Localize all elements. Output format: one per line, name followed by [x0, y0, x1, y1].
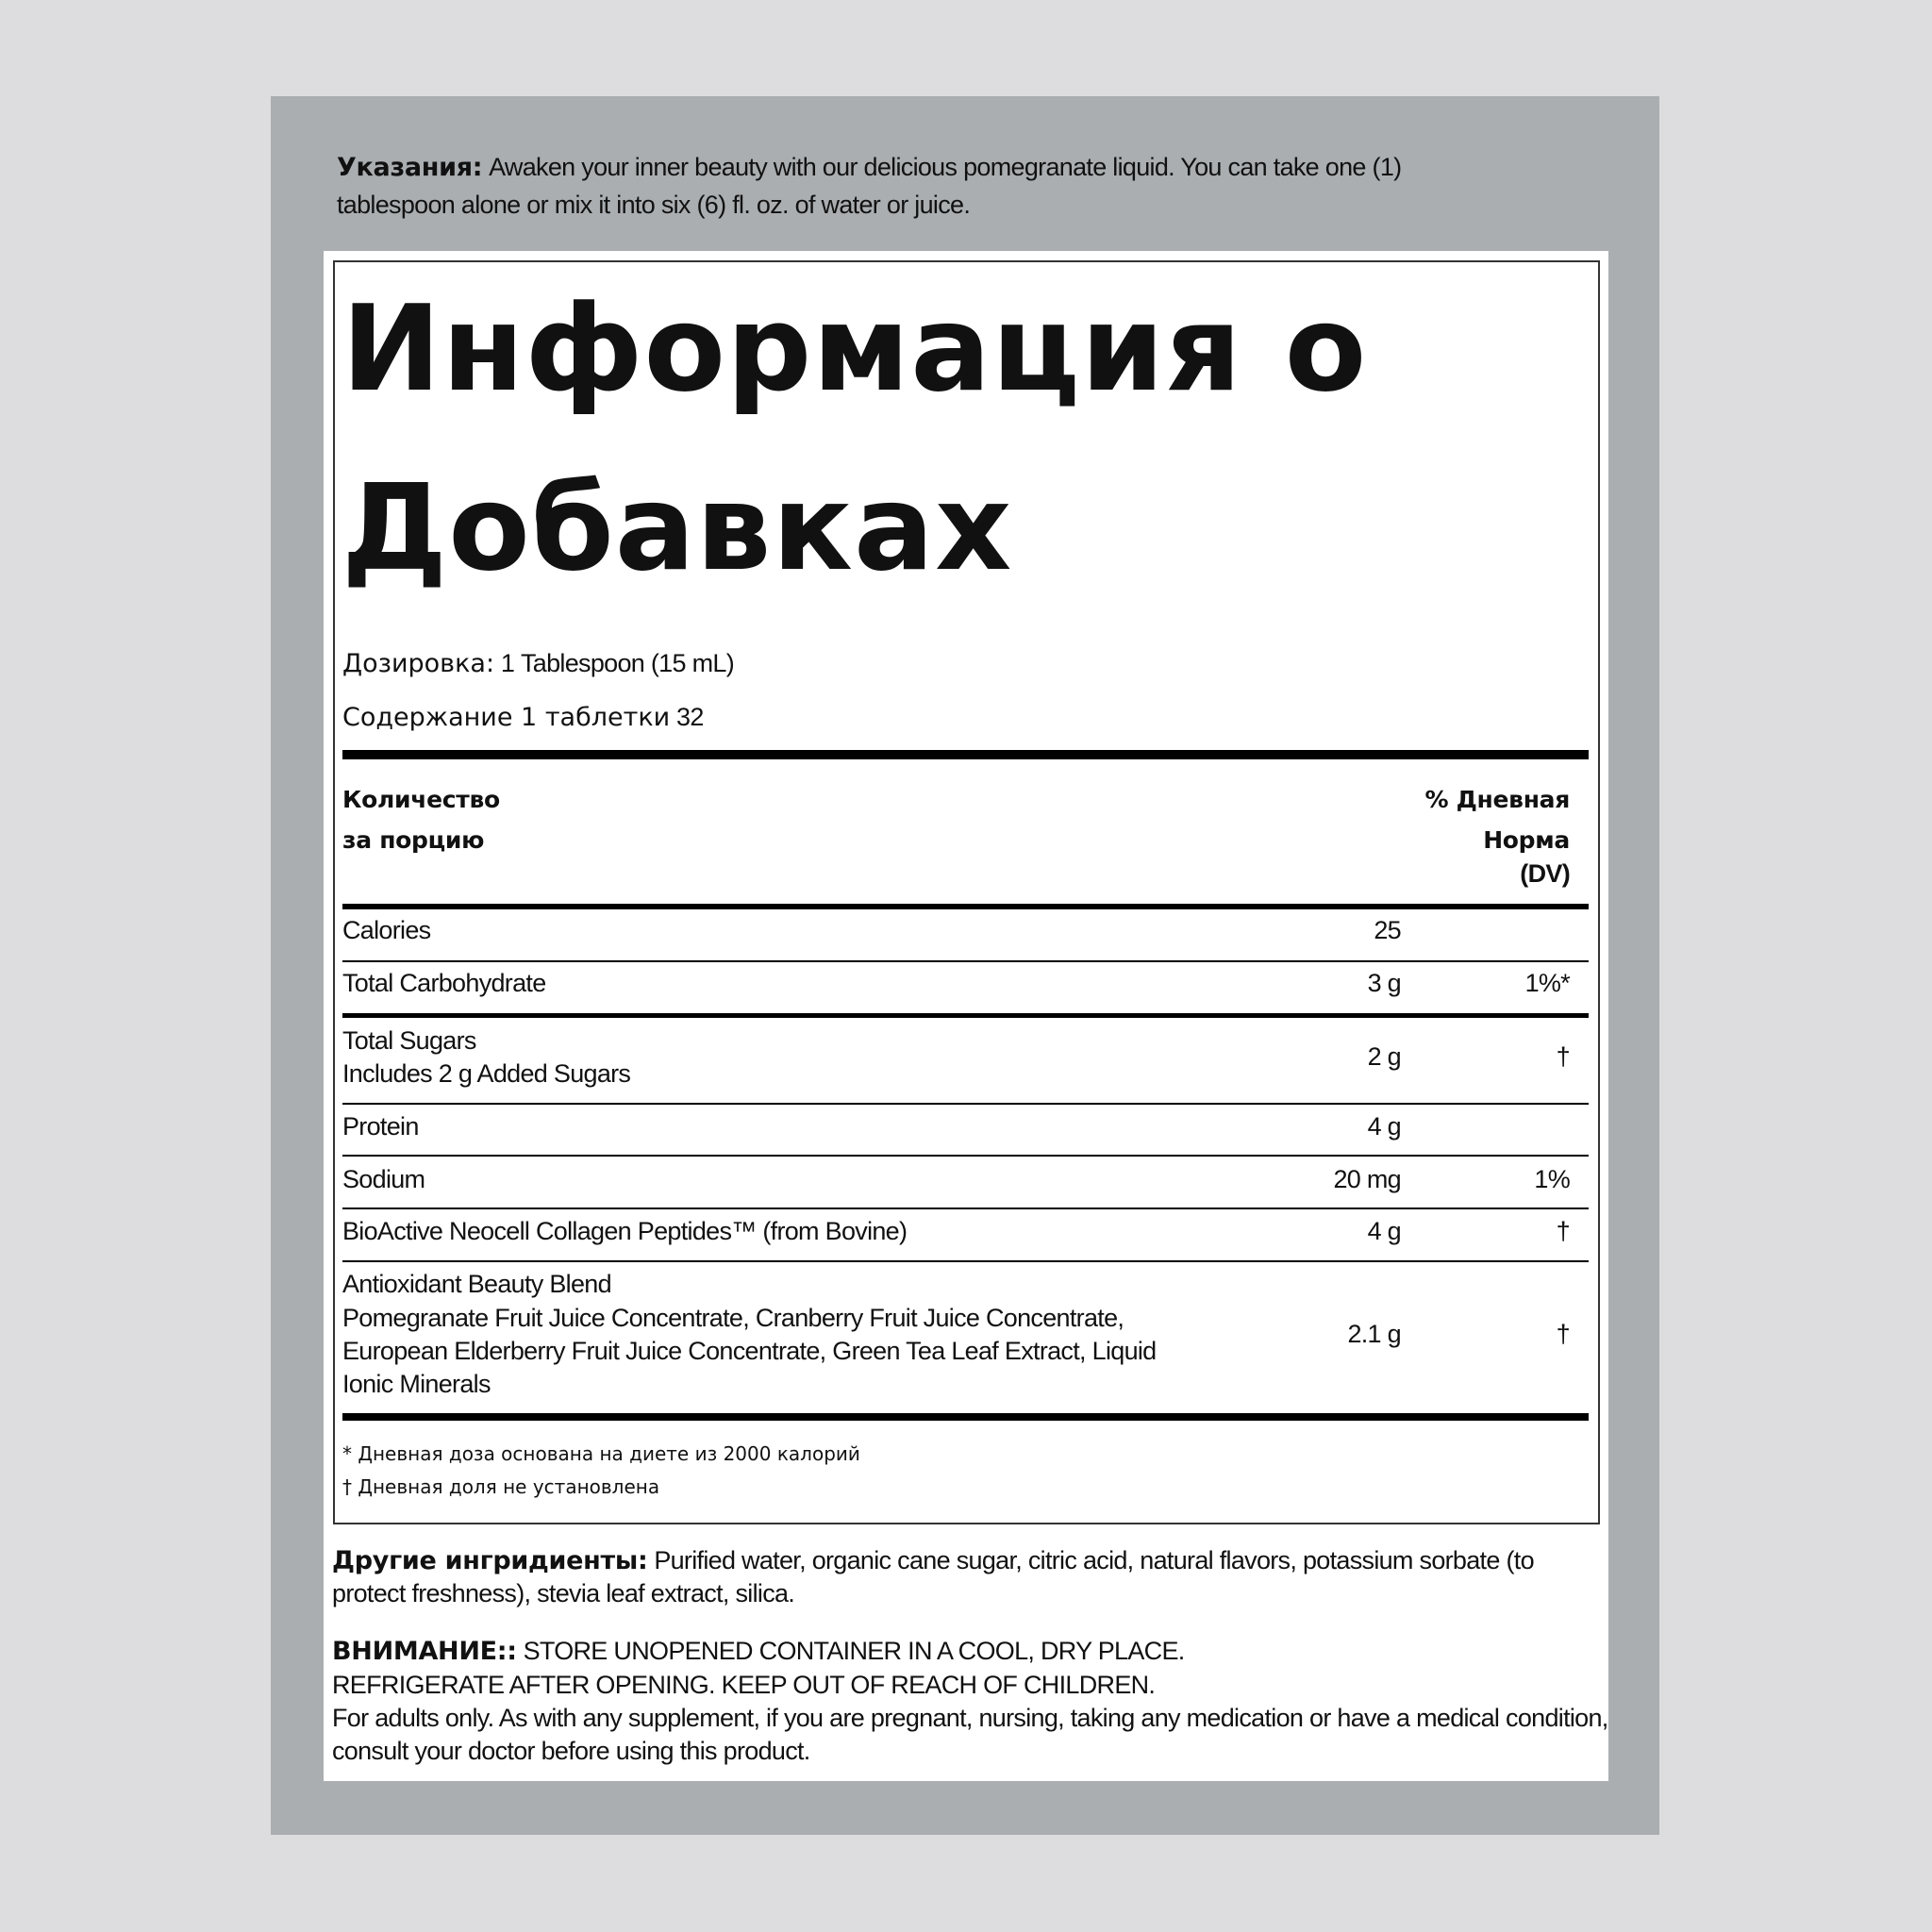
footnote-daily-value: * Дневная доза основана на диете из 2000 калорий [342, 1442, 860, 1465]
divider-medium [342, 1013, 1589, 1018]
row-subtext: Includes 2 g Added Sugars [342, 1059, 631, 1088]
row-name: Calories [342, 916, 431, 944]
servings-label: Содержание 1 таблетки [342, 703, 671, 732]
other-ingredients-line-1 [332, 1546, 1534, 1575]
divider [342, 1208, 1589, 1209]
row-subtext: Pomegranate Fruit Juice Concentrate, Cranberry Fruit Juice Concentrate, [342, 1304, 1124, 1332]
directions-label: Указания: [337, 153, 483, 182]
amount-header-1: Количество [342, 786, 500, 813]
warning-line-1 [332, 1637, 1185, 1666]
row-amount: 3 g [1367, 969, 1401, 997]
servings-value: 32 [676, 703, 704, 731]
row-dv: † [1556, 1320, 1570, 1348]
dv-header-2: Норма [1483, 826, 1570, 854]
divider-thick [342, 904, 1589, 909]
directions-line-1 [337, 153, 1401, 182]
row-name: Antioxidant Beauty Blend [342, 1270, 611, 1298]
row-amount: 2.1 g [1347, 1320, 1401, 1348]
divider-thick [342, 750, 1589, 759]
row-name: Protein [342, 1112, 419, 1141]
serving-size [342, 649, 734, 678]
row-subtext: European Elderberry Fruit Juice Concentrate, Green Tea Leaf Extract, Liquid [342, 1337, 1157, 1365]
row-amount: 25 [1374, 916, 1401, 944]
row-amount: 20 mg [1333, 1165, 1401, 1193]
serving-size-label: Дозировка: [342, 649, 495, 678]
other-ingredients-line-2: protect freshness), stevia leaf extract, silica. [332, 1579, 795, 1607]
dv-header-1: % Дневная [1424, 786, 1570, 813]
warning-label: ВНИМАНИЕ:: [332, 1637, 517, 1666]
directions-line-2: tablespoon alone or mix it into six (6) fl. oz. of water or juice. [337, 191, 971, 219]
row-name: Sodium [342, 1165, 425, 1193]
row-amount: 4 g [1367, 1217, 1401, 1245]
divider [342, 1103, 1589, 1105]
page-title-line-2: Добавках [341, 458, 1013, 597]
divider [342, 960, 1589, 962]
divider [342, 1155, 1589, 1157]
amount-header-2: за порцию [342, 826, 485, 854]
row-name: BioActive Neocell Collagen Peptides™ (from Bovine) [342, 1217, 908, 1245]
other-ingredients-label: Другие ингридиенты: [332, 1546, 648, 1575]
row-dv: † [1556, 1217, 1570, 1245]
row-amount: 2 g [1367, 1042, 1401, 1071]
page-title: Информация о [341, 279, 1368, 418]
directions-text: Awaken your inner beauty with our delicious pomegranate liquid. You can take one (1) [489, 153, 1402, 181]
row-amount: 4 g [1367, 1112, 1401, 1141]
divider-thick [342, 1413, 1589, 1421]
other-ingredients-text: Purified water, organic cane sugar, citric acid, natural flavors, potassium sorbate (to [654, 1546, 1534, 1574]
row-subtext: Ionic Minerals [342, 1370, 491, 1398]
warning-text: STORE UNOPENED CONTAINER IN A COOL, DRY PLACE. [523, 1637, 1185, 1665]
row-name: Total Sugars [342, 1026, 476, 1055]
warning-line-4: consult your doctor before using this product. [332, 1737, 810, 1765]
divider [342, 1260, 1589, 1262]
supplement-facts-border [333, 260, 1600, 1524]
row-name: Total Carbohydrate [342, 969, 546, 997]
row-dv: 1% [1534, 1165, 1570, 1193]
row-dv: † [1556, 1042, 1570, 1071]
warning-line-3: For adults only. As with any supplement, if you are pregnant, nursing, taking any medication or have a medical condition, [332, 1704, 1608, 1732]
warning-line-2: REFRIGERATE AFTER OPENING. KEEP OUT OF REACH OF CHILDREN. [332, 1671, 1156, 1699]
footnote-not-established: † Дневная доля не установлена [342, 1475, 660, 1498]
row-dv: 1%* [1524, 969, 1570, 997]
serving-size-value: 1 Tablespoon (15 mL) [500, 649, 735, 677]
servings-per-container [342, 703, 704, 732]
dv-header-3: (DV) [1520, 859, 1570, 888]
